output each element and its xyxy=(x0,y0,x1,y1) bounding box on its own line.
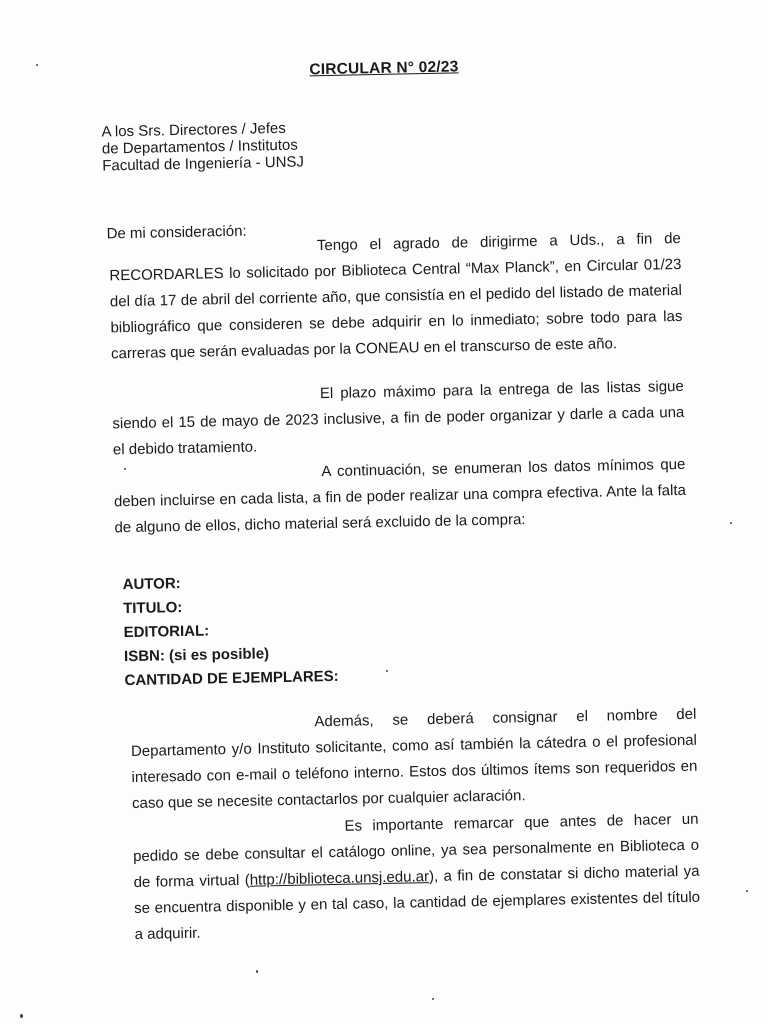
field-autor: AUTOR: xyxy=(122,575,181,594)
field-editorial: EDITORIAL: xyxy=(123,622,210,642)
addressee-block xyxy=(101,119,304,174)
paragraph-required-data: A continuación, se enumeran los datos mínimos que deben incluirse en cada lista, a fin de poder realizar una compra efectiva. Ante la falta de alguno de ellos, dicho material será excluido de la compra: xyxy=(113,455,687,537)
document-title: CIRCULAR N° 02/23 xyxy=(309,58,459,79)
field-titulo: TITULO: xyxy=(122,598,183,618)
addressee-line: A los Srs. Directores / Jefes xyxy=(101,119,286,141)
addressee-line: de Departamentos / Institutos xyxy=(101,136,298,158)
paragraph-deadline: El plazo máximo para la entrega de las listas sigue siendo el 15 de mayo de 2023 inclusive, a fin de poder organizar y darle a cada una el debido tratamiento. xyxy=(112,377,685,459)
scan-speck xyxy=(256,970,258,973)
catalog-link[interactable]: http://biblioteca.unsj.edu.ar xyxy=(249,868,430,889)
scan-speck xyxy=(386,670,388,672)
catalog-text-before: Es importante remarcar que antes de hacer un pedido se debe consultar el catálogo online, ya sea personalmente en Biblioteca o de forma virtual ( xyxy=(132,810,700,892)
scan-speck xyxy=(746,890,748,892)
addressee-line: Facultad de Ingeniería - UNSJ xyxy=(102,153,305,175)
paragraph-reminder: Tengo el agrado de dirigirme a Uds., a fin de RECORDARLES lo solicitado por Biblioteca Central “Max Planck”, en Circular 01/23 del día 17 de abril del corriente año, que consistía en el pedido del listado de material bibliográfico que consideren se debe adquirir en lo inmediato; sobre todo para las carreras que serán evaluadas por la CONEAU en el transcurso de este año. xyxy=(109,229,683,363)
field-isbn: ISBN: (si es posible) xyxy=(123,645,270,666)
paragraph-catalog-check xyxy=(132,807,700,948)
greeting: De mi consideración: xyxy=(106,222,247,243)
required-fields-list xyxy=(122,569,339,693)
scan-speck xyxy=(432,998,434,1000)
catalog-text-after: ), a fin de constatar si dicho material ya se encuentra disponible y en tal caso, la cantidad de ejemplares existentes del título a adquirir. xyxy=(133,862,701,944)
scan-speck xyxy=(36,64,38,66)
paragraph-contact-info: Además, se deberá consignar el nombre del Departamento y/o Instituto solicitante, como así también la cátedra o el profesional interesado con e-mail o teléfono interno. Estos dos últimos ítems son requeridos en caso que se necesite contactarlos por cualquier aclaración. xyxy=(130,705,698,813)
scan-speck xyxy=(124,468,126,470)
scan-speck xyxy=(20,1014,23,1018)
field-cantidad: CANTIDAD DE EJEMPLARES: xyxy=(124,667,339,690)
scan-speck xyxy=(730,522,732,524)
